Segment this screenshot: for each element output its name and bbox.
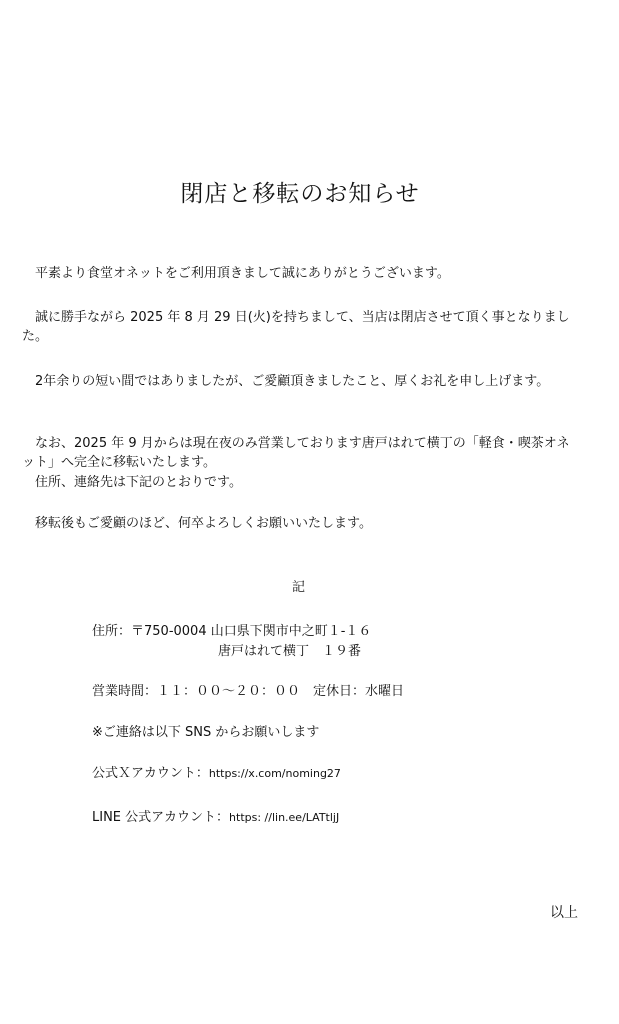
closing-date-paragraph: 誠に勝手ながら 2025 年 8 月 29 日(火)を持ちまして、当店は閉店させて頂く事となりました。 — [22, 310, 570, 344]
sns-note: ※ご連絡は以下 SNS からお願いします — [92, 725, 320, 740]
closing-remark: 以上 — [550, 905, 578, 921]
line-account-link[interactable]: https: //lin.ee/LATtljJ — [229, 811, 340, 824]
x-account-link[interactable]: https://x.com/noming27 — [208, 767, 341, 780]
address-line: 住所：〒750-0004 山口県下関市中之町１-１６ — [92, 624, 372, 639]
business-hours: 営業時間：１１：００～２０：００ 定休日：水曜日 — [92, 684, 405, 699]
ki-heading: 記 — [292, 580, 306, 595]
line-account-label: LINE 公式アカウント： — [92, 810, 230, 825]
request-paragraph: 移転後もご愛顧のほど、何卒よろしくお願いいたします。 — [22, 516, 372, 531]
address-line-2: 唐戸はれて横丁 １９番 — [218, 644, 362, 659]
contact-note-paragraph: 住所、連絡先は下記のとおりです。 — [22, 475, 242, 490]
x-account-line — [92, 764, 341, 783]
thanks-paragraph: 2年余りの短い間ではありましたが、ご愛顧頂きましたこと、厚くお礼を申し上げます。 — [22, 374, 550, 389]
greeting-paragraph: 平素より食堂オネットをご利用頂きまして誠にありがとうございます。 — [22, 266, 450, 281]
page-title: 閉店と移転のお知らせ — [180, 181, 420, 207]
relocation-paragraph: なお、2025 年 9 月からは現在夜のみ営業しております唐戸はれて横丁の「軽食・喫茶オネット」へ完全に移転いたします。 — [22, 436, 570, 470]
line-account-line — [92, 808, 339, 827]
x-account-label: 公式Ｘアカウント： — [92, 766, 209, 781]
